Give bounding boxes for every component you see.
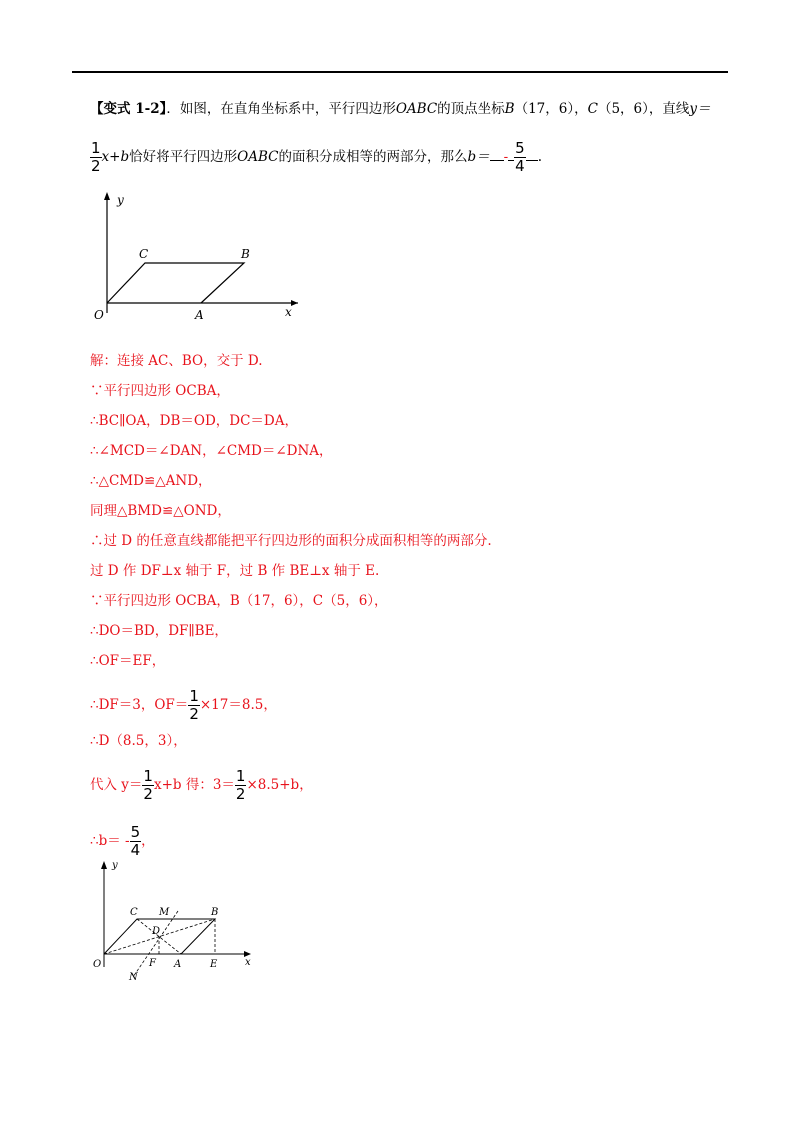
answer-fraction: $\frac{5}{4}$: [515, 139, 525, 175]
y-axis-arrow: [104, 192, 110, 200]
y-axis-arrow: [101, 861, 107, 869]
solution-line-13: ∴D（8.5，3），: [90, 733, 187, 749]
parallelogram-oabc: [107, 263, 244, 303]
solution-line-6: 同理△BMD≌△OND，: [90, 503, 231, 519]
fraction-half: $\frac{1}{2}$: [235, 767, 246, 803]
label-n: N: [129, 972, 138, 983]
solution-line-3: ∴BC∥OA，DB＝OD，DC＝DA，: [90, 413, 299, 429]
figure-2-solution-diagram: [85, 855, 270, 990]
solution-line-10: ∴DO＝BD，DF∥BE，: [90, 623, 228, 639]
solution-line-1: 解：连接 AC、BO，交于 D.: [90, 353, 263, 369]
answer-sign: -: [503, 149, 509, 165]
label-m: M: [159, 907, 170, 918]
solution-line-11: ∴OF＝EF，: [90, 653, 166, 669]
problem-line-2: $\frac{1}{2}$ x+b恰好将平行四边形OABC的面积分成相等的两部分，那么b＝ - $\frac{5}{4}$ .: [91, 139, 543, 175]
answer-fraction: $\frac{5}{4}$: [130, 823, 141, 859]
label-o: O: [94, 308, 104, 322]
fraction-half: $\frac{1}{2}$: [143, 767, 153, 803]
solution-line-15: ∴b＝ - $\frac{5}{4}$ ，: [90, 823, 155, 859]
solution-line-7: ∴过 D 的任意直线都能把平行四边形的面积分成面积相等的两部分.: [90, 533, 492, 549]
label-c: C: [139, 247, 149, 261]
label-c: C: [130, 907, 138, 918]
label-y: y: [112, 860, 118, 871]
label-d: D: [152, 926, 161, 937]
label-x: x: [245, 957, 251, 968]
variant-tag: 【变式 1-2】: [90, 101, 167, 117]
fraction-half: $\frac{1}{2}$: [91, 139, 101, 175]
label-f: F: [149, 958, 156, 969]
label-x: x: [285, 305, 292, 319]
solution-line-5: ∴△CMD≌△AND，: [90, 473, 212, 489]
solution-line-2: ∵平行四边形 OCBA，: [90, 383, 230, 399]
header-rule: [72, 71, 728, 73]
solution-line-9: ∵平行四边形 OCBA，B（17，6），C（5，6），: [90, 593, 388, 609]
label-y: y: [117, 193, 124, 207]
label-b: B: [211, 907, 219, 918]
solution-line-8: 过 D 作 DF⊥x 轴于 F，过 B 作 BE⊥x 轴于 E.: [90, 563, 380, 579]
label-b: B: [241, 247, 250, 261]
solution-line-4: ∴∠MCD＝∠DAN，∠CMD＝∠DNA，: [90, 443, 333, 459]
figure-1-parallelogram: [88, 188, 308, 328]
x-axis-arrow: [291, 300, 298, 306]
label-o: O: [93, 959, 102, 970]
solution-line-12: ∴DF＝3，OF＝ $\frac{1}{2}$ ×17＝8.5，: [90, 687, 277, 723]
solution-line-14: 代入 y＝ $\frac{1}{2}$ x+b 得：3＝ $\frac{1}{2}$ ×8.5+b，: [90, 767, 313, 803]
fraction-half: $\frac{1}{2}$: [189, 687, 199, 723]
label-a: A: [195, 308, 204, 322]
problem-line-1: 【变式 1-2】．如图，在直角坐标系中，平行四边形OABC的顶点坐标B（17，6），C（5，6），直线y＝: [90, 101, 711, 117]
label-e: E: [210, 959, 218, 970]
label-a: A: [174, 959, 182, 970]
